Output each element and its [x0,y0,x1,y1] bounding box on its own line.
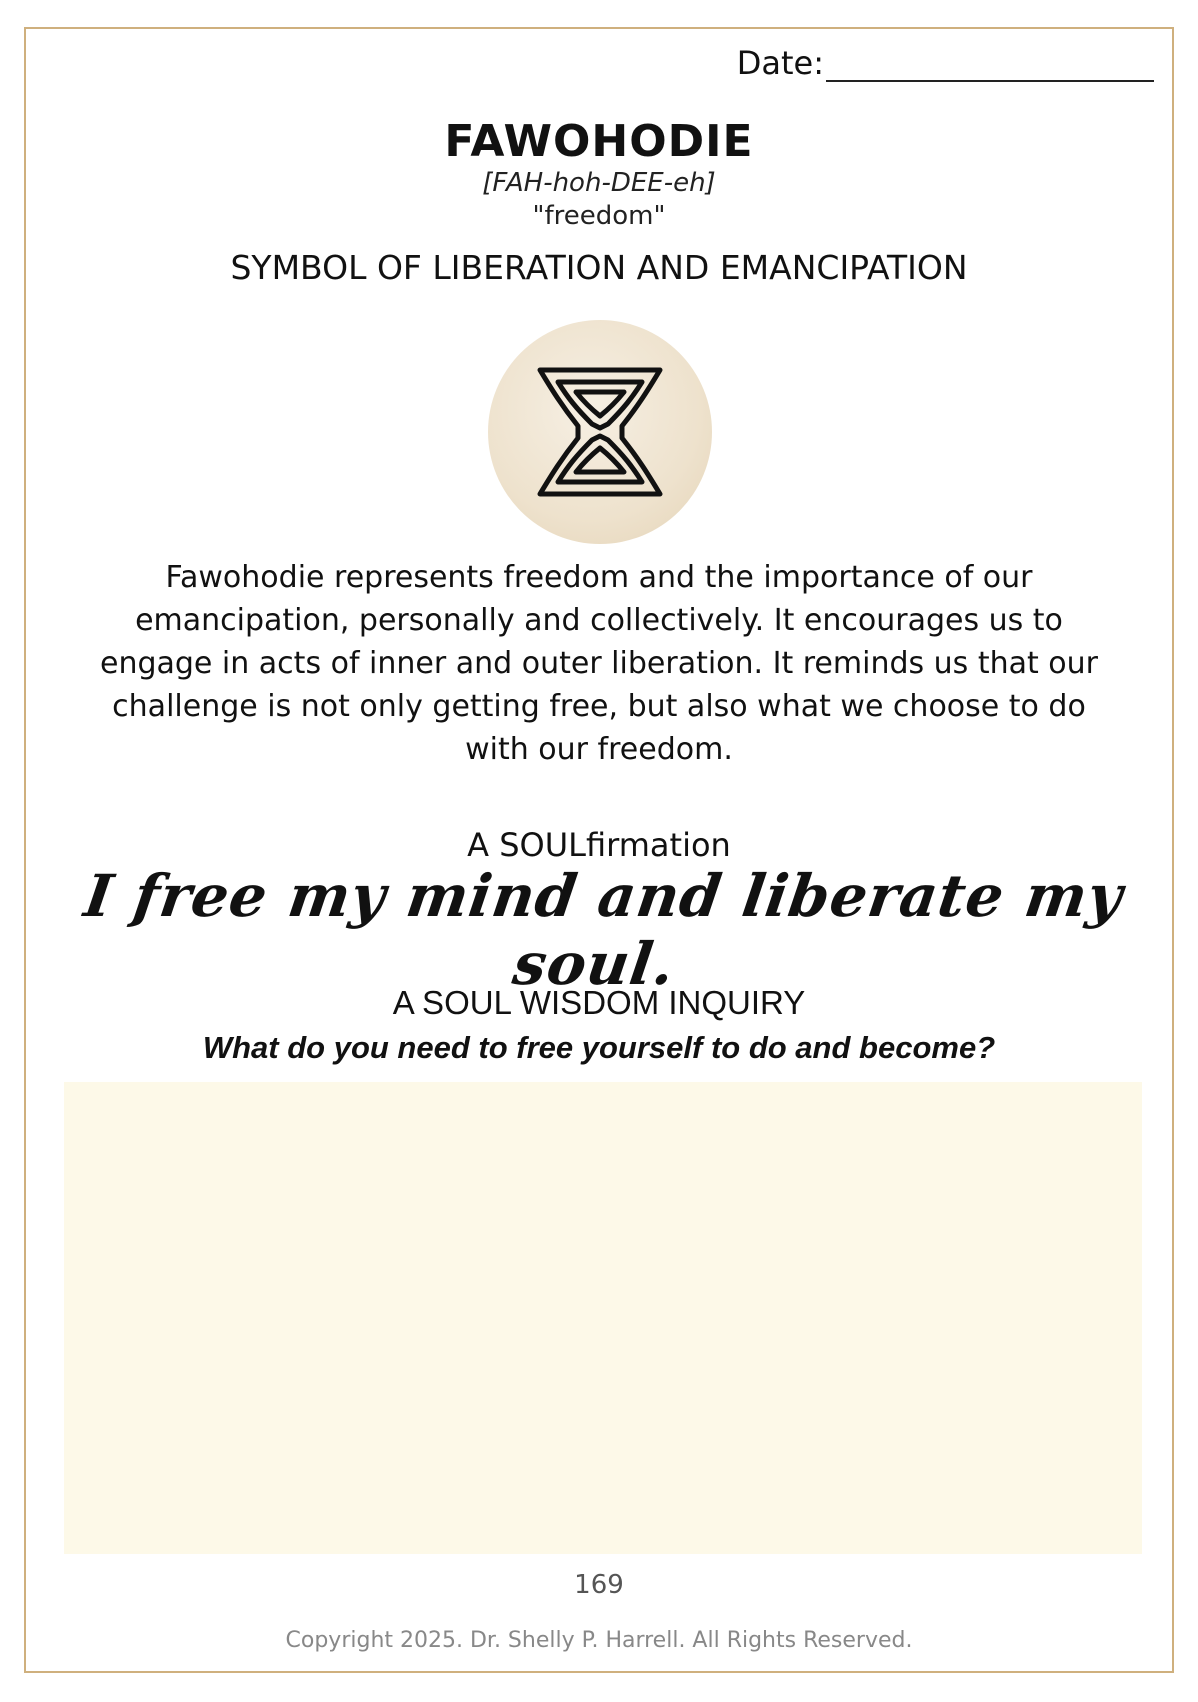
inquiry-label: A SOUL WISDOM INQUIRY [392,984,806,1021]
pronunciation: [FAH-hoh-DEE-eh] [482,168,716,198]
symbol-description: Fawohodie represents freedom and the importance of our emancipation, personally and collectively. It encourages us to engage in acts of inner and outer liberation. It reminds us that our challenge is not only getting free, but also what we choose to do with our freedom. [99,560,1099,767]
fawohodie-symbol-icon [530,362,670,502]
copyright-notice: Copyright 2025. Dr. Shelly P. Harrell. All Rights Reserved. [285,1628,913,1653]
answer-writing-area[interactable] [64,1082,1142,1554]
symbol-subtitle: SYMBOL OF LIBERATION AND EMANCIPATION [230,248,968,287]
date-label: Date: [736,44,824,82]
soulfirmation-label: A SOULfirmation [467,826,731,864]
soulfirmation-text: I free my mind and liberate my soul. [80,862,1128,998]
inquiry-question: What do you need to free yourself to do and become? [202,1030,996,1065]
date-field[interactable] [737,44,1154,82]
symbol-medallion [488,320,712,544]
date-input-line[interactable] [826,50,1154,82]
page-number: 169 [574,1570,624,1600]
symbol-name: FAWOHODIE [444,116,754,167]
meaning: "freedom" [532,201,666,231]
